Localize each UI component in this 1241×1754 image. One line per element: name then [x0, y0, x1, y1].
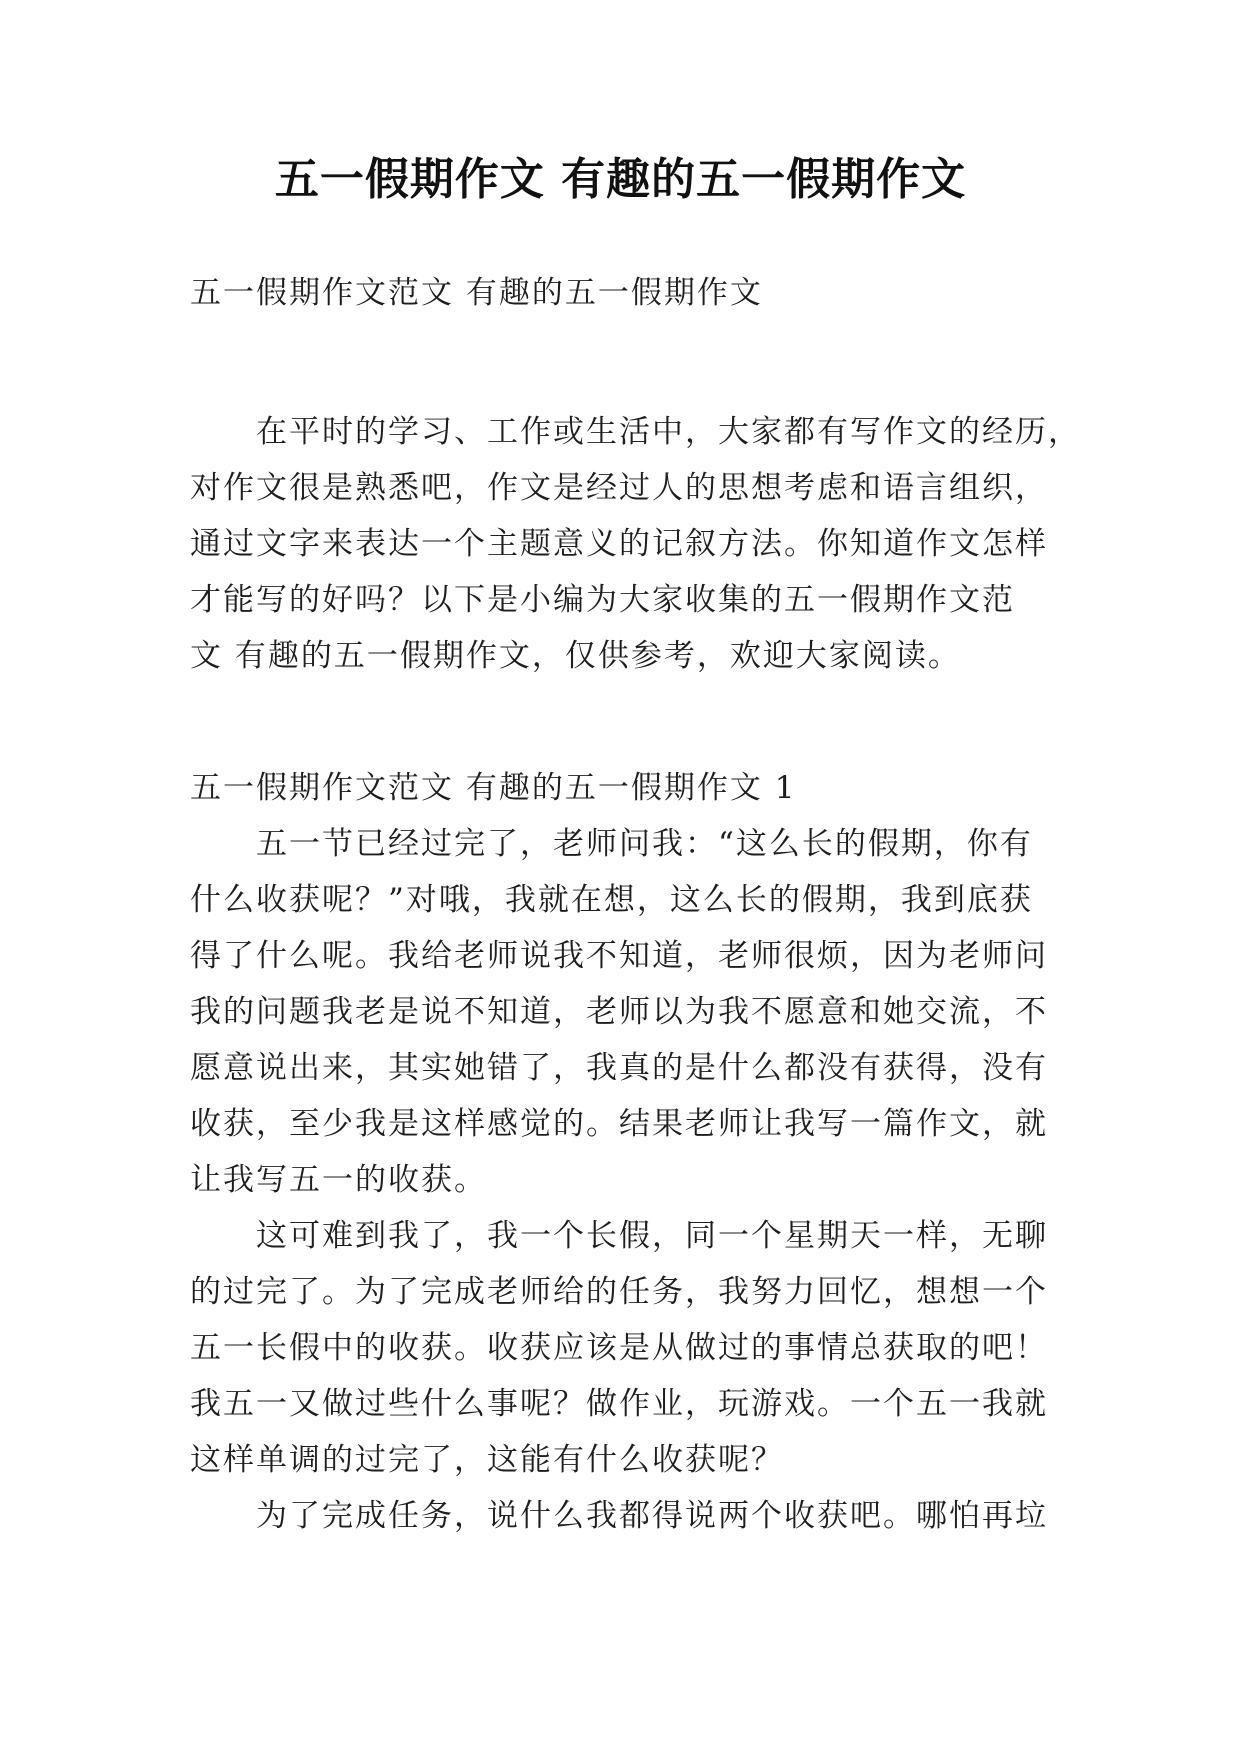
paragraph-3 — [190, 1488, 1060, 1544]
spacer — [190, 321, 1060, 404]
document-title: 五一假期作文 有趣的五一假期作文 — [274, 154, 967, 205]
subtitle-line: 五一假期作文范文 有趣的五一假期作文 — [190, 275, 763, 311]
paragraph-line: 的过完了。为了完成老师给的任务，我努力回忆，想想一个 — [190, 1274, 1048, 1310]
paragraph-line: 为了完成任务，说什么我都得说两个收获吧。哪怕再垃 — [256, 1498, 1048, 1534]
paragraph-line: 这可难到我了，我一个长假，同一个星期天一样，无聊 — [256, 1218, 1048, 1254]
section-heading: 五一假期作文范文 有趣的五一假期作文 1 — [190, 770, 797, 806]
paragraph-line: 得了什么呢。我给老师说我不知道，老师很烦，因为老师问 — [190, 938, 1048, 974]
paragraph-line: 在平时的学习、工作或生活中，大家都有写作文的经历， — [256, 414, 1081, 450]
paragraph-line: 才能写的好吗？以下是小编为大家收集的五一假期作文范 — [190, 582, 1015, 618]
paragraph-line: 五一节已经过完了，老师问我：“这么长的假期，你有 — [256, 826, 1033, 862]
paragraph-line: 让我写五一的收获。 — [190, 1162, 487, 1198]
paragraph-line: 愿意说出来，其实她错了，我真的是什么都没有获得，没有 — [190, 1050, 1048, 1086]
paragraph-1 — [190, 816, 1060, 1208]
paragraph-line: 文 有趣的五一假期作文，仅供参考，欢迎大家阅读。 — [190, 638, 961, 674]
paragraph-line: 我的问题我老是说不知道，老师以为我不愿意和她交流，不 — [190, 994, 1048, 1030]
paragraph-line: 我五一又做过些什么事呢？做作业，玩游戏。一个五一我就 — [190, 1386, 1048, 1422]
intro-paragraph — [190, 404, 1081, 684]
paragraph-line: 通过文字来表达一个主题意义的记叙方法。你知道作文怎样 — [190, 526, 1048, 562]
paragraph-line: 这样单调的过完了，这能有什么收获呢？ — [190, 1442, 784, 1478]
paragraph-line: 收获，至少我是这样感觉的。结果老师让我写一篇作文，就 — [190, 1106, 1048, 1142]
spacer — [190, 684, 1060, 760]
document-body — [190, 265, 1081, 1544]
paragraph-line: 五一长假中的收获。收获应该是从做过的事情总获取的吧！ — [190, 1330, 1048, 1366]
paragraph-2 — [190, 1208, 1060, 1488]
paragraph-line: 对作文很是熟悉吧，作文是经过人的思想考虑和语言组织， — [190, 470, 1048, 506]
paragraph-line: 什么收获呢？”对哦，我就在想，这么长的假期，我到底获 — [190, 882, 1033, 918]
